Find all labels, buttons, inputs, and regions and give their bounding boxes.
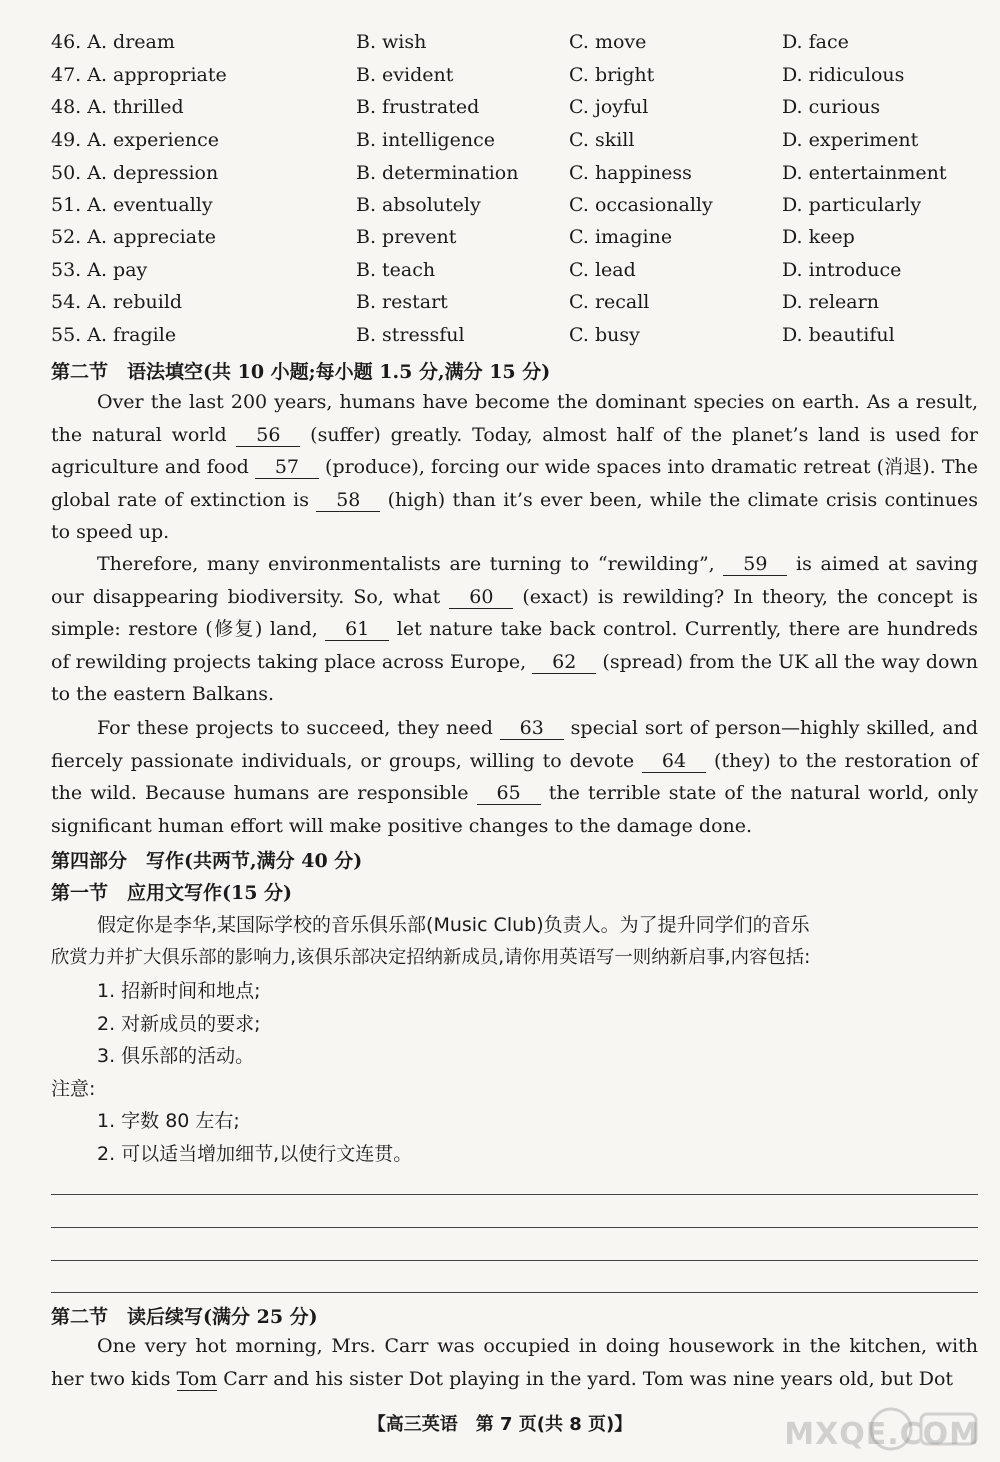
- blank-58[interactable]: 58: [316, 489, 380, 512]
- text: Carr and his sister Dot playing in the yard. Tom was nine years old, but Dot: [217, 1367, 954, 1390]
- blank-60[interactable]: 60: [449, 586, 513, 609]
- note-1: 1. 字数 80 左右;: [97, 1110, 240, 1132]
- text: Over the last 200 years, humans have become the dominant species on earth. As a result, the natural world: [51, 391, 978, 446]
- prompt-item-3: 3. 俱乐部的活动。: [97, 1045, 255, 1067]
- question-row: [0, 64, 1000, 96]
- answer-line[interactable]: [51, 1260, 978, 1261]
- text: let nature take back control. Currently, there are hundreds of rewilding projects taking place across Europe,: [51, 618, 978, 673]
- text: (suffer) greatly. Today, almost half of the planet’s land is used for agriculture and food: [51, 423, 979, 478]
- text: One very hot morning, Mrs. Carr was occupied in doing housework in the kitchen, with her two kids: [51, 1335, 978, 1390]
- option-a[interactable]: 54. A. rebuild: [51, 291, 183, 313]
- option-b[interactable]: B. wish: [356, 31, 427, 53]
- option-b[interactable]: B. absolutely: [356, 194, 481, 216]
- option-a[interactable]: 55. A. fragile: [51, 324, 177, 346]
- blank-63[interactable]: 63: [500, 717, 564, 740]
- blank-64[interactable]: 64: [642, 750, 706, 773]
- option-a[interactable]: 49. A. experience: [51, 129, 219, 151]
- question-row: [0, 96, 1000, 128]
- question-row: [0, 291, 1000, 323]
- writing-prompt-line-2: 欣赏力并扩大俱乐部的影响力,该俱乐部决定招纳新成员,请你用英语写一则纳新启事,内容包括:: [51, 947, 811, 968]
- option-d[interactable]: D. experiment: [782, 129, 919, 151]
- option-c[interactable]: C. occasionally: [569, 194, 713, 216]
- story-paragraph: [51, 1330, 978, 1395]
- option-d[interactable]: D. introduce: [782, 259, 902, 281]
- question-row: [0, 259, 1000, 291]
- option-a[interactable]: 46. A. dream: [51, 31, 175, 53]
- section-2-heading: 第二节 语法填空(共 10 小题;每小题 1.5 分,满分 15 分): [51, 361, 551, 383]
- option-b[interactable]: B. prevent: [356, 226, 457, 248]
- text: (produce), forcing our wide spaces into dramatic retreat (消退). The global rate of extinction is: [51, 456, 978, 511]
- question-row: [0, 194, 1000, 226]
- option-b[interactable]: B. stressful: [356, 324, 465, 346]
- grammar-paragraph-3: [51, 712, 978, 842]
- option-c[interactable]: C. joyful: [569, 96, 649, 118]
- option-a[interactable]: 47. A. appropriate: [51, 64, 227, 86]
- option-d[interactable]: D. beautiful: [782, 324, 895, 346]
- option-c[interactable]: C. happiness: [569, 162, 692, 184]
- question-row: [0, 129, 1000, 161]
- option-d[interactable]: D. entertainment: [782, 162, 947, 184]
- blank-59[interactable]: 59: [723, 553, 787, 576]
- prompt-item-2: 2. 对新成员的要求;: [97, 1013, 261, 1035]
- text: Therefore, many environmentalists are turning to “rewilding”,: [97, 553, 724, 575]
- answer-line[interactable]: [51, 1194, 978, 1195]
- answer-line[interactable]: [51, 1227, 978, 1228]
- part-4-section-2-heading: 第二节 读后续写(满分 25 分): [51, 1306, 318, 1328]
- text: For these projects to succeed, they need: [97, 717, 500, 739]
- option-a[interactable]: 52. A. appreciate: [51, 226, 216, 248]
- page-footer: 【高三英语 第 7 页(共 8 页)】: [367, 1414, 633, 1435]
- question-row: [0, 162, 1000, 194]
- option-c[interactable]: C. busy: [569, 324, 640, 346]
- option-c[interactable]: C. bright: [569, 64, 655, 86]
- question-row: [0, 226, 1000, 258]
- option-d[interactable]: D. ridiculous: [782, 64, 905, 86]
- option-d[interactable]: D. face: [782, 31, 849, 53]
- option-d[interactable]: D. curious: [782, 96, 881, 118]
- part-4-heading: 第四部分 写作(共两节,满分 40 分): [51, 850, 363, 872]
- watermark-text: MXQE.COM: [784, 1417, 980, 1452]
- option-d[interactable]: D. keep: [782, 226, 855, 248]
- option-c[interactable]: C. recall: [569, 291, 650, 313]
- option-c[interactable]: C. imagine: [569, 226, 673, 248]
- option-a[interactable]: 51. A. eventually: [51, 194, 213, 216]
- option-c[interactable]: C. lead: [569, 259, 636, 281]
- answer-line[interactable]: [51, 1292, 978, 1293]
- part-4-section-1-heading: 第一节 应用文写作(15 分): [51, 882, 293, 904]
- option-b[interactable]: B. frustrated: [356, 96, 480, 118]
- text: (high) than it’s ever been, while the climate crisis continues to speed up.: [51, 488, 979, 543]
- blank-62[interactable]: 62: [532, 651, 596, 674]
- option-d[interactable]: D. particularly: [782, 194, 922, 216]
- text: (exact) is rewilding? In theory, the concept is simple: restore (修复) land,: [51, 585, 978, 640]
- option-c[interactable]: C. skill: [569, 129, 635, 151]
- text: the terrible state of the natural world, only significant human effort will make positive changes to the damage done.: [51, 782, 978, 837]
- option-b[interactable]: B. teach: [356, 259, 436, 281]
- option-a[interactable]: 48. A. thrilled: [51, 96, 184, 118]
- option-d[interactable]: D. relearn: [782, 291, 879, 313]
- prompt-item-1: 1. 招新时间和地点;: [97, 980, 261, 1002]
- blank-61[interactable]: 61: [325, 618, 389, 641]
- text: (spread) from the UK all the way down to the eastern Balkans.: [51, 650, 978, 705]
- question-row: [0, 324, 1000, 356]
- text: (they) to the restoration of the wild. Because humans are responsible: [51, 749, 978, 804]
- grammar-paragraph-2: [51, 548, 978, 711]
- note-2: 2. 可以适当增加细节,以使行文连贯。: [97, 1143, 413, 1165]
- blank-57[interactable]: 57: [255, 456, 319, 479]
- grammar-paragraph-1: [51, 386, 978, 549]
- option-c[interactable]: C. move: [569, 31, 647, 53]
- writing-prompt-line-1: 假定你是李华,某国际学校的音乐俱乐部(Music Club)负责人。为了提升同学们的音乐: [97, 914, 810, 936]
- question-row: [0, 31, 1000, 63]
- option-b[interactable]: B. determination: [356, 162, 519, 184]
- text: special sort of person—highly skilled, and fiercely passionate individuals, or groups, willing to devote: [51, 717, 978, 772]
- note-label: 注意:: [51, 1078, 96, 1100]
- option-a[interactable]: 50. A. depression: [51, 162, 219, 184]
- option-b[interactable]: B. evident: [356, 64, 454, 86]
- blank-65[interactable]: 65: [477, 782, 541, 805]
- option-b[interactable]: B. restart: [356, 291, 448, 313]
- option-a[interactable]: 53. A. pay: [51, 259, 148, 281]
- text: is aimed at saving our disappearing biodiversity. So, what: [51, 553, 978, 608]
- blank-56[interactable]: 56: [236, 424, 300, 447]
- option-b[interactable]: B. intelligence: [356, 129, 495, 151]
- underlined-name-tom: Tom: [176, 1367, 218, 1390]
